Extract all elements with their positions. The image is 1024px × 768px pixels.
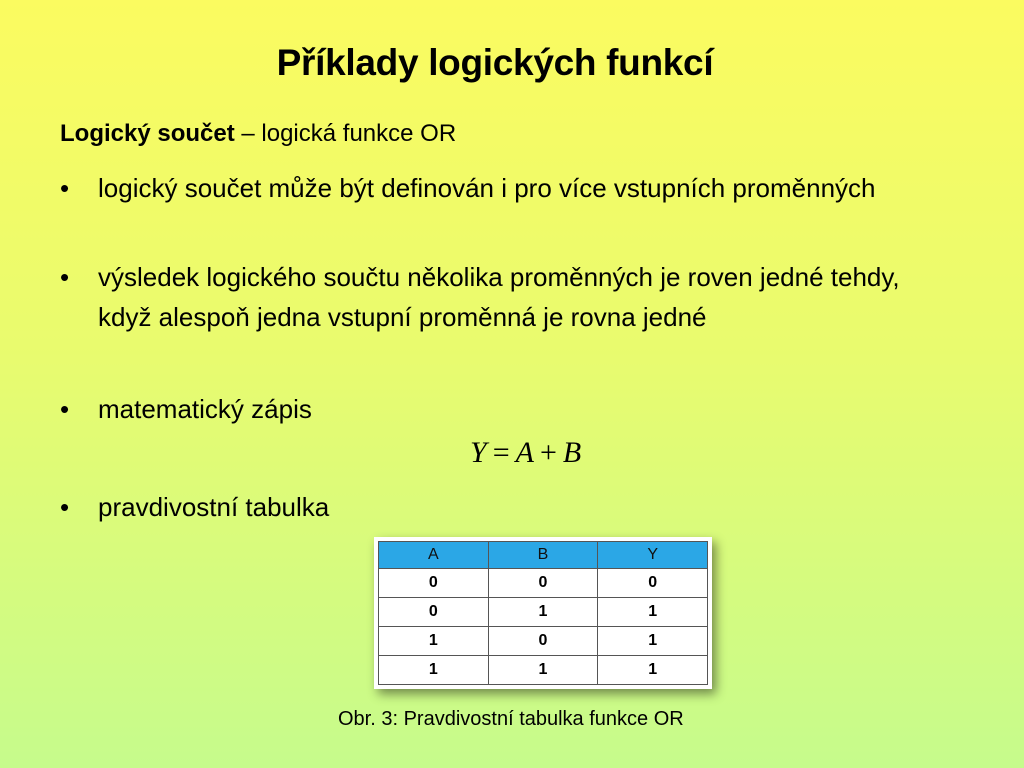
bullet-text: výsledek logického součtu několika proměnných je roven jedné tehdy, když alespoň jedna vstupní proměnná je rovna jedné (98, 262, 900, 332)
table-cell: 0 (488, 569, 598, 598)
formula-b: B (562, 436, 582, 469)
table-row (379, 569, 708, 598)
math-formula (470, 436, 581, 470)
truth-table-figure (374, 537, 712, 689)
formula-a: A (515, 436, 534, 469)
table-cell: 0 (598, 569, 708, 598)
header-cell: Y (598, 542, 708, 569)
bullet-symbol: • (60, 262, 70, 292)
table-row (379, 656, 708, 685)
table-cell: 1 (598, 656, 708, 685)
heading-rest: – logická funkce OR (234, 120, 457, 147)
table-cell: 0 (379, 569, 489, 598)
formula-equals: = (492, 436, 510, 469)
bullet-item (60, 487, 940, 527)
bullet-item (60, 389, 940, 429)
bullet-symbol: • (60, 173, 70, 203)
bullet-text: pravdivostní tabulka (98, 492, 330, 522)
table-row (379, 627, 708, 656)
bullet-item (60, 257, 940, 337)
figure-caption: Obr. 3: Pravdivostní tabulka funkce OR (338, 708, 684, 730)
bullet-text: logický součet může být definován i pro více vstupních proměnných (98, 173, 876, 203)
formula-y: Y (470, 436, 487, 469)
formula-plus: + (539, 436, 557, 469)
table-row (379, 598, 708, 627)
table-cell: 1 (598, 627, 708, 656)
bullet-text: matematický zápis (98, 394, 312, 424)
table-cell: 1 (598, 598, 708, 627)
table-cell: 0 (488, 627, 598, 656)
section-heading (60, 120, 456, 148)
bullet-symbol: • (60, 492, 70, 522)
table-cell: 1 (379, 627, 489, 656)
bullet-item (60, 168, 940, 208)
table-header-row (379, 542, 708, 569)
header-cell: B (488, 542, 598, 569)
bullet-symbol: • (60, 394, 70, 424)
table-cell: 1 (488, 598, 598, 627)
heading-bold: Logický součet (60, 120, 235, 147)
table-cell: 0 (379, 598, 489, 627)
slide-title: Příklady logických funkcí (276, 42, 714, 83)
header-cell: A (379, 542, 489, 569)
table-cell: 1 (379, 656, 489, 685)
truth-table (378, 541, 708, 685)
table-cell: 1 (488, 656, 598, 685)
